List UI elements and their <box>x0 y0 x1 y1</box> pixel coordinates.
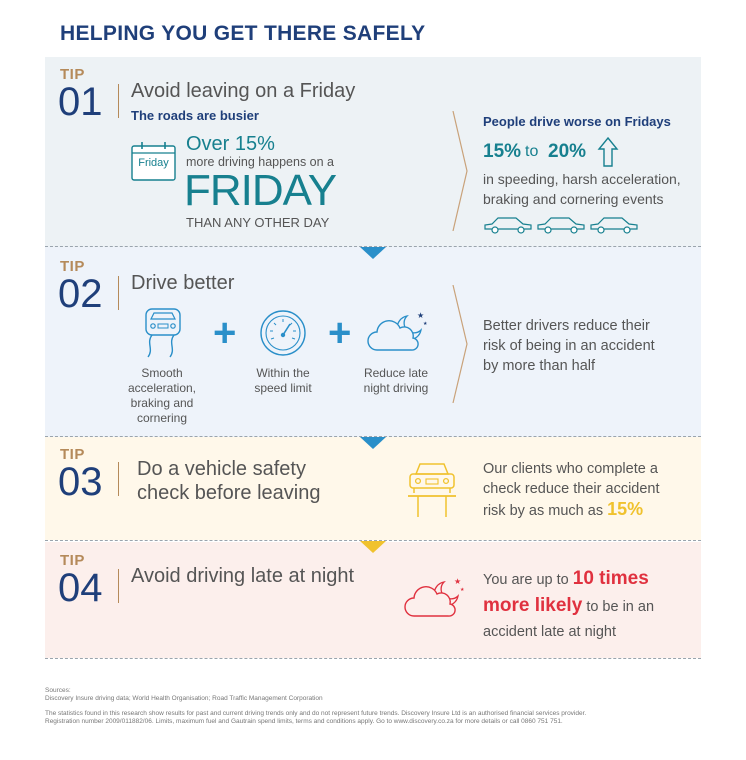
svg-text:★: ★ <box>423 321 428 327</box>
tip-number: 03 <box>58 460 103 504</box>
tip1-heading: Avoid leaving on a Friday <box>131 80 356 102</box>
range-b: 20% <box>548 141 587 162</box>
car-icon <box>483 215 533 240</box>
stat-line: more driving happens on a <box>186 155 335 169</box>
tip-divider-bar <box>118 276 119 310</box>
car-lift-icon <box>406 460 458 523</box>
tip1-subheading: The roads are busier <box>131 108 259 123</box>
car-road-icon <box>140 307 186 364</box>
down-arrow-icon <box>360 437 386 449</box>
tip3-heading-line2: check before leaving <box>137 482 321 504</box>
svg-text:★: ★ <box>454 577 462 586</box>
range-a: 15% <box>483 141 522 162</box>
svg-text:★: ★ <box>417 311 425 320</box>
tip-divider-bar <box>118 569 119 603</box>
svg-text:★: ★ <box>460 587 465 593</box>
tip4-highlight1: 10 times <box>572 568 649 589</box>
chevron-right-icon <box>452 285 470 408</box>
tip1-right-title: People drive worse on Fridays <box>483 114 671 129</box>
tip2-right-text: Better drivers reduce their risk of being in an accident by more than half <box>483 318 655 374</box>
tip3-percent: 15% <box>607 499 644 519</box>
tip2-caption1: Smooth acceleration, braking and cornering <box>127 366 197 425</box>
cloud-moon-icon <box>367 310 429 359</box>
friday-word: FRIDAY <box>184 166 337 215</box>
range-to: to <box>525 143 539 160</box>
divider <box>45 658 701 659</box>
than-any: THAN ANY OTHER DAY <box>186 215 330 230</box>
plus-icon: + <box>213 311 237 355</box>
speedometer-icon <box>259 309 307 362</box>
car-icon <box>589 215 639 240</box>
tip-number: 04 <box>58 566 103 610</box>
tip4-highlight2: more likely <box>483 595 583 616</box>
tip-number: 01 <box>58 80 103 124</box>
disclaimer-line1: The statistics found in this research show results for past and current driving trends only and do not represent future trends. Discovery Insure Ltd is an authorised financial services provider. <box>45 710 587 717</box>
tip3-heading-line1: Do a vehicle safety <box>137 458 306 480</box>
cloud-moon-icon <box>404 576 466 625</box>
sources-title: Sources: <box>45 687 71 694</box>
tip4-right-text: You are up to 10 times more likely to be in an accident late at night <box>483 568 655 640</box>
down-arrow-icon <box>360 541 386 553</box>
tip-divider-bar <box>118 84 119 118</box>
tip-label: TIP <box>60 446 85 463</box>
sources-line: Discovery Insure driving data; World Health Organisation; Road Traffic Management Corporation <box>45 695 323 702</box>
tip2-caption2: Within the speed limit <box>254 366 312 395</box>
arrow-up-icon <box>597 137 619 172</box>
tip-label: TIP <box>60 258 85 275</box>
car-icon <box>536 215 586 240</box>
tip-label: TIP <box>60 66 85 83</box>
tip-number: 02 <box>58 272 103 316</box>
page-title: HELPING YOU GET THERE SAFELY <box>60 22 426 45</box>
stat-big: Over 15% <box>186 133 275 155</box>
plus-icon: + <box>328 311 352 355</box>
chevron-right-icon <box>452 111 470 236</box>
tip4-heading: Avoid driving late at night <box>131 565 355 587</box>
tip2-heading: Drive better <box>131 272 235 294</box>
tip3-right-text: Our clients who complete a check reduce their accident risk by as much as 15% <box>483 461 660 519</box>
tip-divider-bar <box>118 462 119 496</box>
tip2-caption3: Reduce late night driving <box>363 366 429 395</box>
tip1-right-line1: in speeding, harsh acceleration, <box>483 171 681 187</box>
down-arrow-icon <box>360 247 386 259</box>
disclaimer-line2: Registration number 2009/011882/06. Limits, maximum fuel and Gautrain spend limits, terms and conditions apply. Go to www.discovery.co.za for more details or call 0860 751 751. <box>45 718 563 725</box>
tip-label: TIP <box>60 552 85 569</box>
calendar-label: Friday <box>138 157 169 169</box>
tip1-right-line2: braking and cornering events <box>483 191 664 207</box>
